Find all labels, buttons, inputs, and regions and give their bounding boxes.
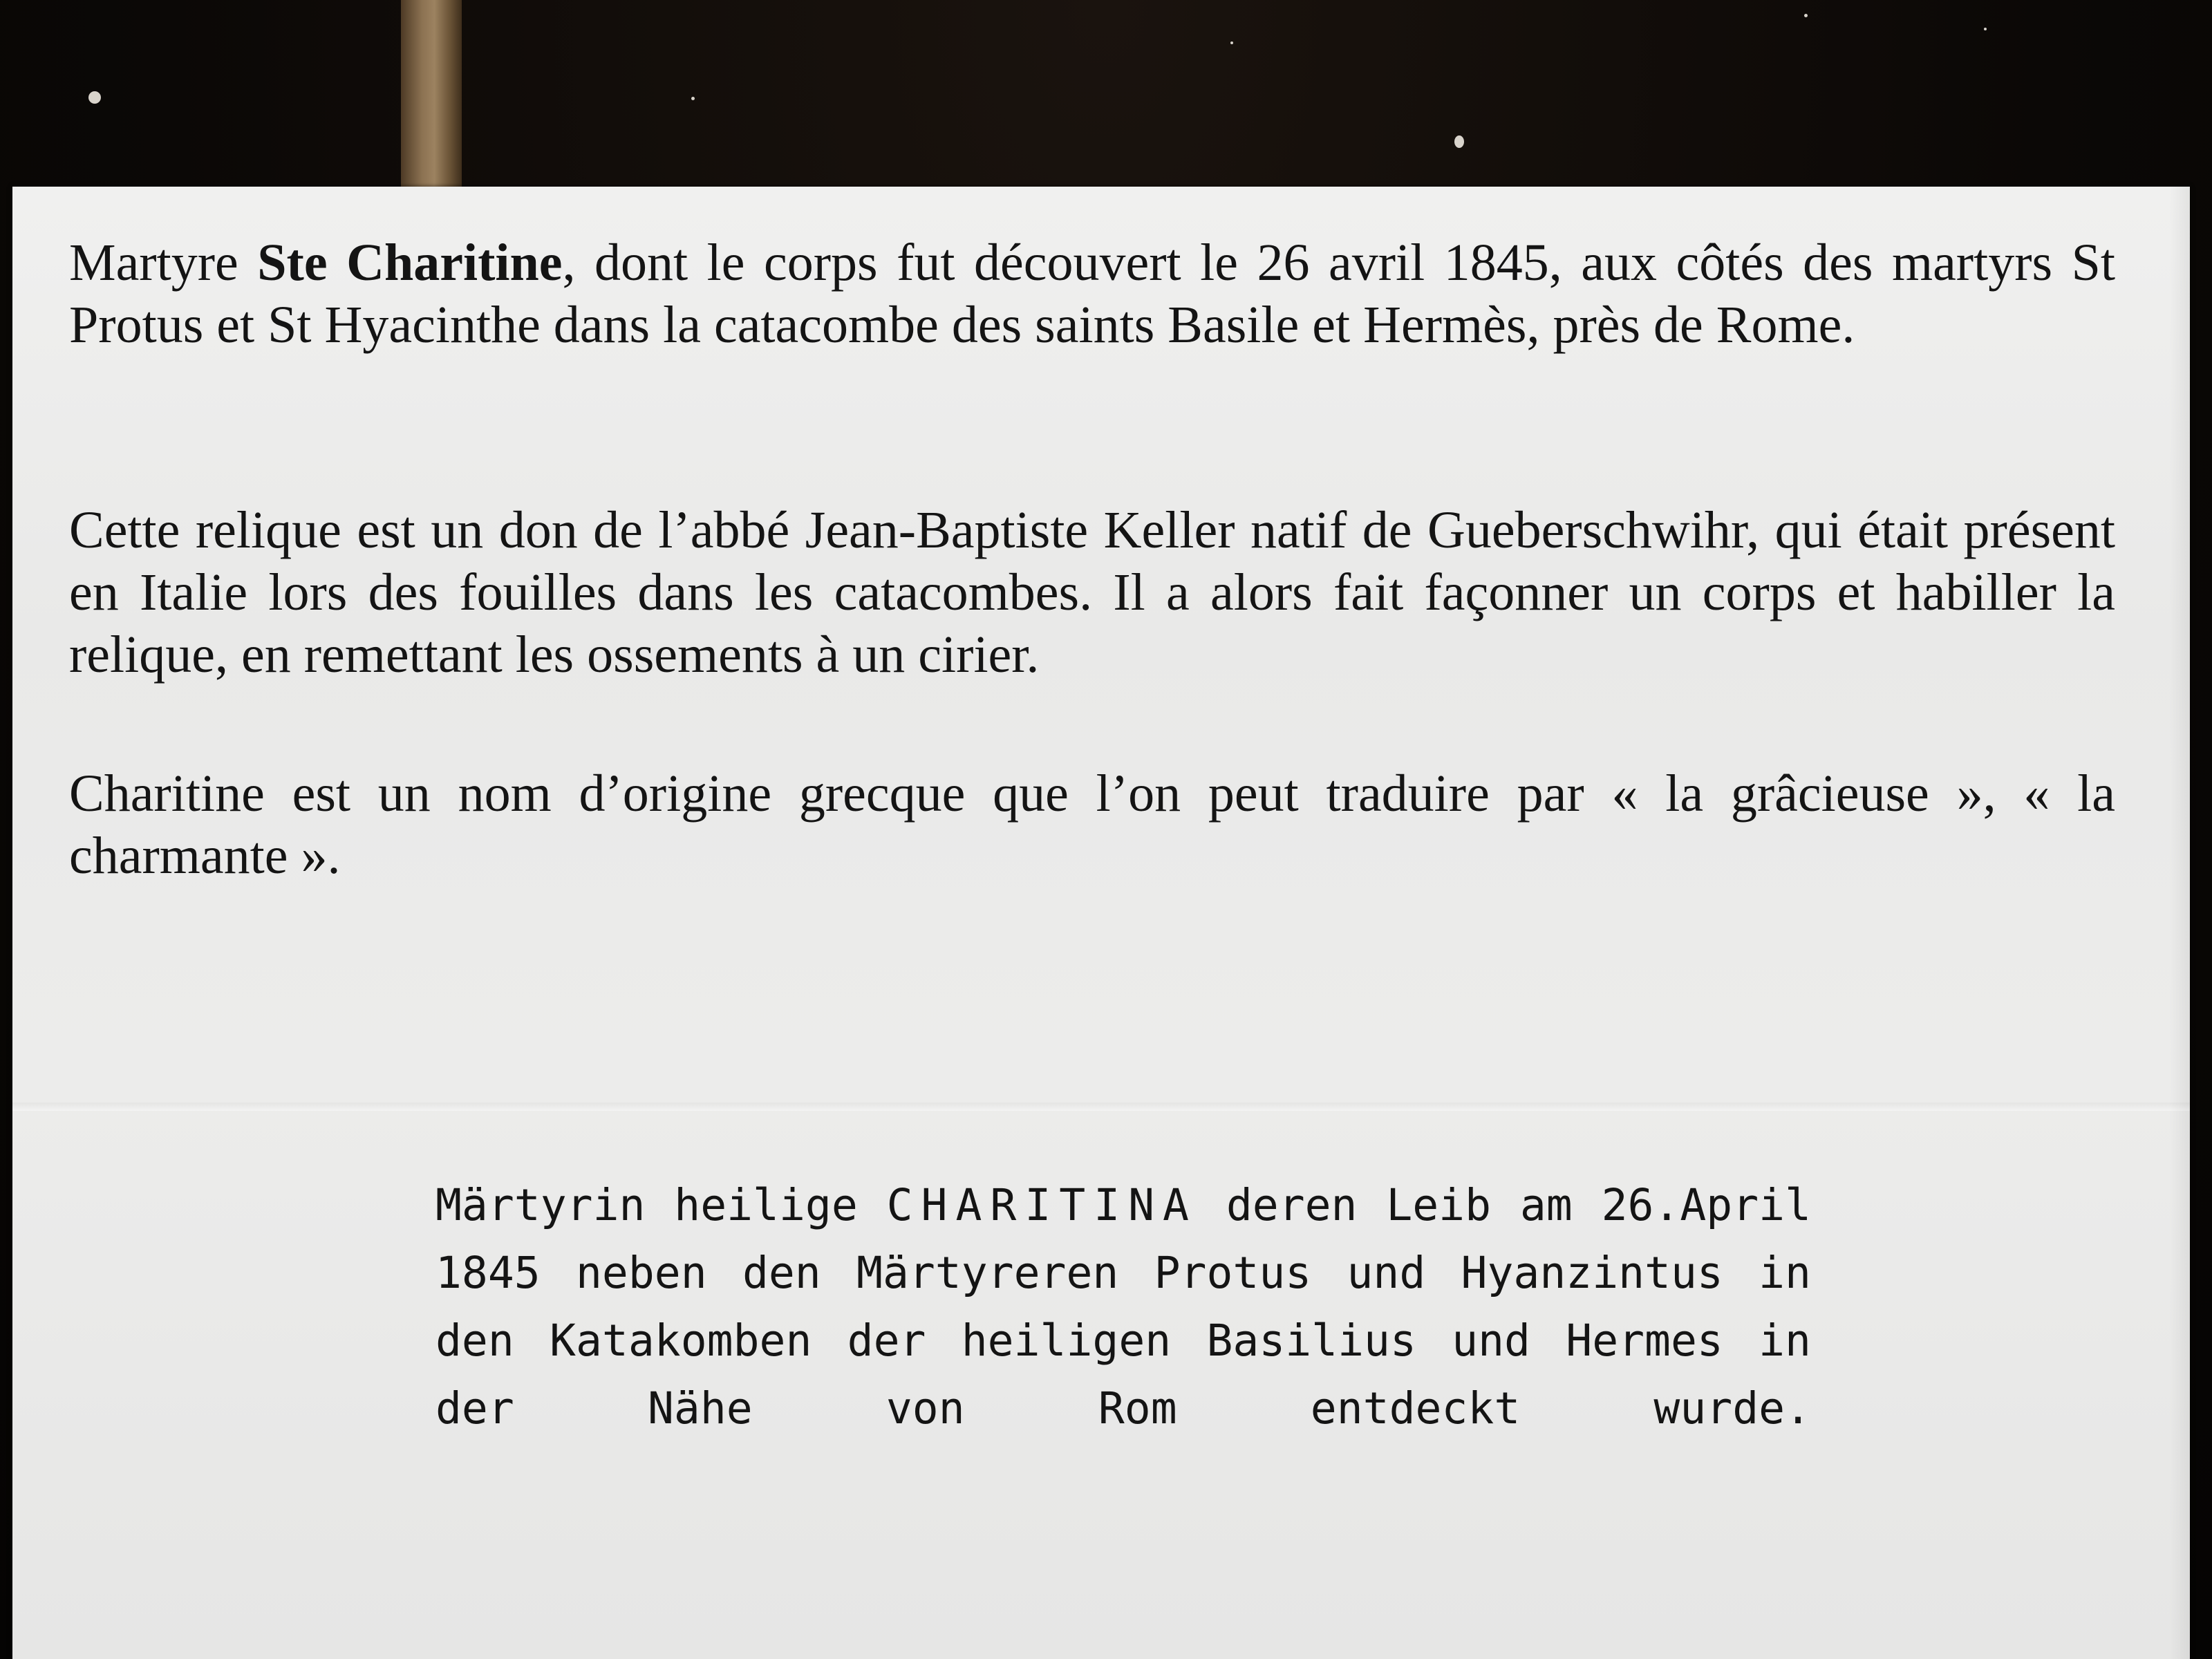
dust-speck (1230, 41, 1233, 44)
french-p1-intro: Martyre (69, 234, 258, 292)
dust-speck (1984, 28, 1987, 30)
paper-edge-shade (2169, 187, 2190, 1659)
french-paragraph-1 (69, 232, 2115, 356)
dust-speck (1804, 14, 1808, 17)
saint-name: Ste Charitine (257, 234, 563, 292)
dust-speck (88, 91, 101, 104)
wooden-post (401, 0, 462, 192)
dust-speck (1454, 135, 1464, 148)
german-paragraph (435, 1172, 1811, 1443)
german-saint-name: CHARITINA (886, 1180, 1197, 1230)
french-paragraph-3: Charitine est un nom d’origine grecque que l’on peut traduire par « la grâcieuse », « la charmante ». (69, 765, 2115, 885)
german-body: deren Leib am 26.April 1845 neben den Märtyreren Protus und Hyanzintus in den Katakomben der heiligen Basilius und Hermes in der Nähe von Rom entdeckt wurde. (435, 1180, 1812, 1434)
french-paragraph-2: Cette relique est un don de l’abbé Jean-Baptiste Keller natif de Gueberschwihr, qui était présent en Italie lors des fouilles dans les catacombes. Il a alors fait façonner un corps et habiller la relique, en remettant les ossements à un cirier. (69, 501, 2115, 684)
dust-speck (691, 97, 695, 100)
french-p1-body: , dont le corps fut découvert le 26 avril 1845, aux côtés des martyrs St Protus et St Hyacinthe dans la catacombe des saints Basile et Hermès, près de Rome. (69, 234, 2115, 354)
german-intro: Märtyrin heilige (435, 1180, 887, 1230)
